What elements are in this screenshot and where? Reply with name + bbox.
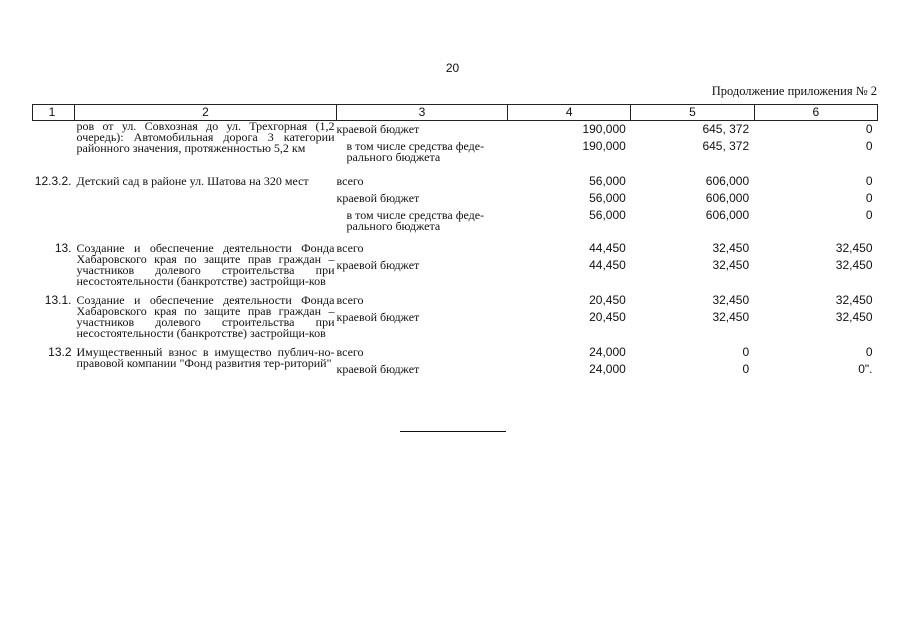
funding-source-cell	[337, 343, 508, 378]
col-5-values	[631, 239, 754, 291]
value-col-5: 32,450	[712, 258, 750, 272]
table-row	[33, 239, 878, 291]
col-6-values	[754, 291, 877, 343]
col-5-values	[631, 291, 754, 343]
value-col-4: 24,000	[589, 362, 626, 376]
col-6-values	[754, 239, 877, 291]
funding-source-label: краевой бюджет	[336, 362, 420, 376]
value-col-4: 44,450	[589, 241, 626, 255]
funding-source-label: краевой бюджет	[336, 258, 420, 272]
value-col-5: 32,450	[712, 310, 750, 324]
value-col-5: 645, 372	[702, 122, 750, 136]
funding-source-label: всего	[336, 293, 364, 307]
funding-source-cell	[337, 170, 508, 239]
header-col-1: 1	[33, 105, 75, 121]
value-col-5: 645, 372	[702, 139, 750, 153]
funding-source-label: краевой бюджет	[336, 122, 420, 136]
col-6-values	[754, 170, 877, 239]
funding-source-label: всего	[336, 174, 364, 188]
value-col-6: 0	[865, 174, 873, 188]
value-col-6: 32,450	[835, 310, 873, 324]
value-col-4: 44,450	[589, 258, 626, 272]
col-4-values	[508, 239, 631, 291]
value-col-6: 0".	[858, 362, 873, 376]
header-col-6: 6	[754, 105, 877, 121]
funding-source-label: краевой бюджет	[336, 191, 420, 205]
row-number: 13.2	[48, 345, 72, 359]
value-col-6: 32,450	[835, 241, 873, 255]
header-col-3: 3	[337, 105, 508, 121]
row-description: Создание и обеспечение деятельности Фонда Хабаровского края по защите прав граждан – участников долевого строительства при несостоятельности (банкротстве) застройщи-ков	[76, 241, 335, 288]
value-col-5: 606,000	[705, 208, 750, 222]
col-5-values	[631, 121, 754, 171]
page-number: 20	[445, 61, 460, 75]
value-col-5: 0	[742, 345, 750, 359]
col-6-values	[754, 343, 877, 378]
value-col-6: 0	[865, 208, 873, 222]
row-description: Создание и обеспечение деятельности Фонда Хабаровского края по защите прав граждан – участников долевого строительства при несостоятельности (банкротстве) застройщи-ков	[76, 293, 335, 340]
value-col-4: 20,450	[589, 293, 626, 307]
end-divider-line	[400, 431, 506, 432]
funding-source-label: в том числе средства феде-ральнoго бюджета	[346, 208, 485, 233]
funding-source-cell	[337, 239, 508, 291]
budget-table	[32, 104, 878, 378]
funding-source-label: всего	[336, 345, 364, 359]
value-col-4: 190,000	[582, 139, 626, 153]
table-row	[33, 343, 878, 378]
header-col-2: 2	[75, 105, 337, 121]
value-col-4: 20,450	[589, 310, 626, 324]
col-5-values	[631, 343, 754, 378]
value-col-5: 32,450	[712, 241, 750, 255]
value-col-6: 32,450	[835, 258, 873, 272]
row-number: 13.	[54, 241, 72, 255]
value-col-6: 0	[865, 191, 873, 205]
value-col-6: 0	[865, 139, 873, 153]
value-col-6: 0	[865, 345, 873, 359]
value-col-4: 24,000	[589, 345, 626, 359]
funding-source-cell	[337, 121, 508, 171]
col-6-values	[754, 121, 877, 171]
value-col-6: 32,450	[835, 293, 873, 307]
row-number: 12.3.2.	[34, 174, 72, 188]
value-col-5: 606,000	[705, 174, 750, 188]
row-number	[33, 121, 75, 171]
row-description: Имущественный взнос в имущество публич-но-правовой компании "Фонд развития тер-риторий"	[76, 345, 335, 370]
table-body	[33, 121, 878, 379]
value-col-4: 56,000	[589, 208, 626, 222]
value-col-5: 32,450	[712, 293, 750, 307]
funding-source-label: в том числе средства феде-ральнoго бюджета	[346, 139, 485, 164]
row-description: Детский сад в районе ул. Шатова на 320 мест	[76, 174, 309, 188]
col-4-values	[508, 343, 631, 378]
col-5-values	[631, 170, 754, 239]
col-4-values	[508, 121, 631, 171]
row-description: ров от ул. Совхозная до ул. Трехгорная (1,2 очередь): Автомобильная дорога 3 категории районного значения, протяженностью 5,2 км	[76, 119, 335, 155]
funding-source-label: всего	[336, 241, 364, 255]
table-row	[33, 291, 878, 343]
table-row	[33, 121, 878, 171]
value-col-5: 0	[742, 362, 750, 376]
appendix-continuation-label: Продолжение приложения № 2	[711, 84, 877, 98]
value-col-6: 0	[865, 122, 873, 136]
table-row	[33, 170, 878, 239]
header-col-5: 5	[631, 105, 754, 121]
value-col-4: 56,000	[589, 191, 626, 205]
value-col-5: 606,000	[705, 191, 750, 205]
value-col-4: 190,000	[582, 122, 626, 136]
funding-source-label: краевой бюджет	[336, 310, 420, 324]
header-col-4: 4	[508, 105, 631, 121]
col-4-values	[508, 291, 631, 343]
value-col-4: 56,000	[589, 174, 626, 188]
col-4-values	[508, 170, 631, 239]
funding-source-cell	[337, 291, 508, 343]
row-number: 13.1.	[44, 293, 72, 307]
